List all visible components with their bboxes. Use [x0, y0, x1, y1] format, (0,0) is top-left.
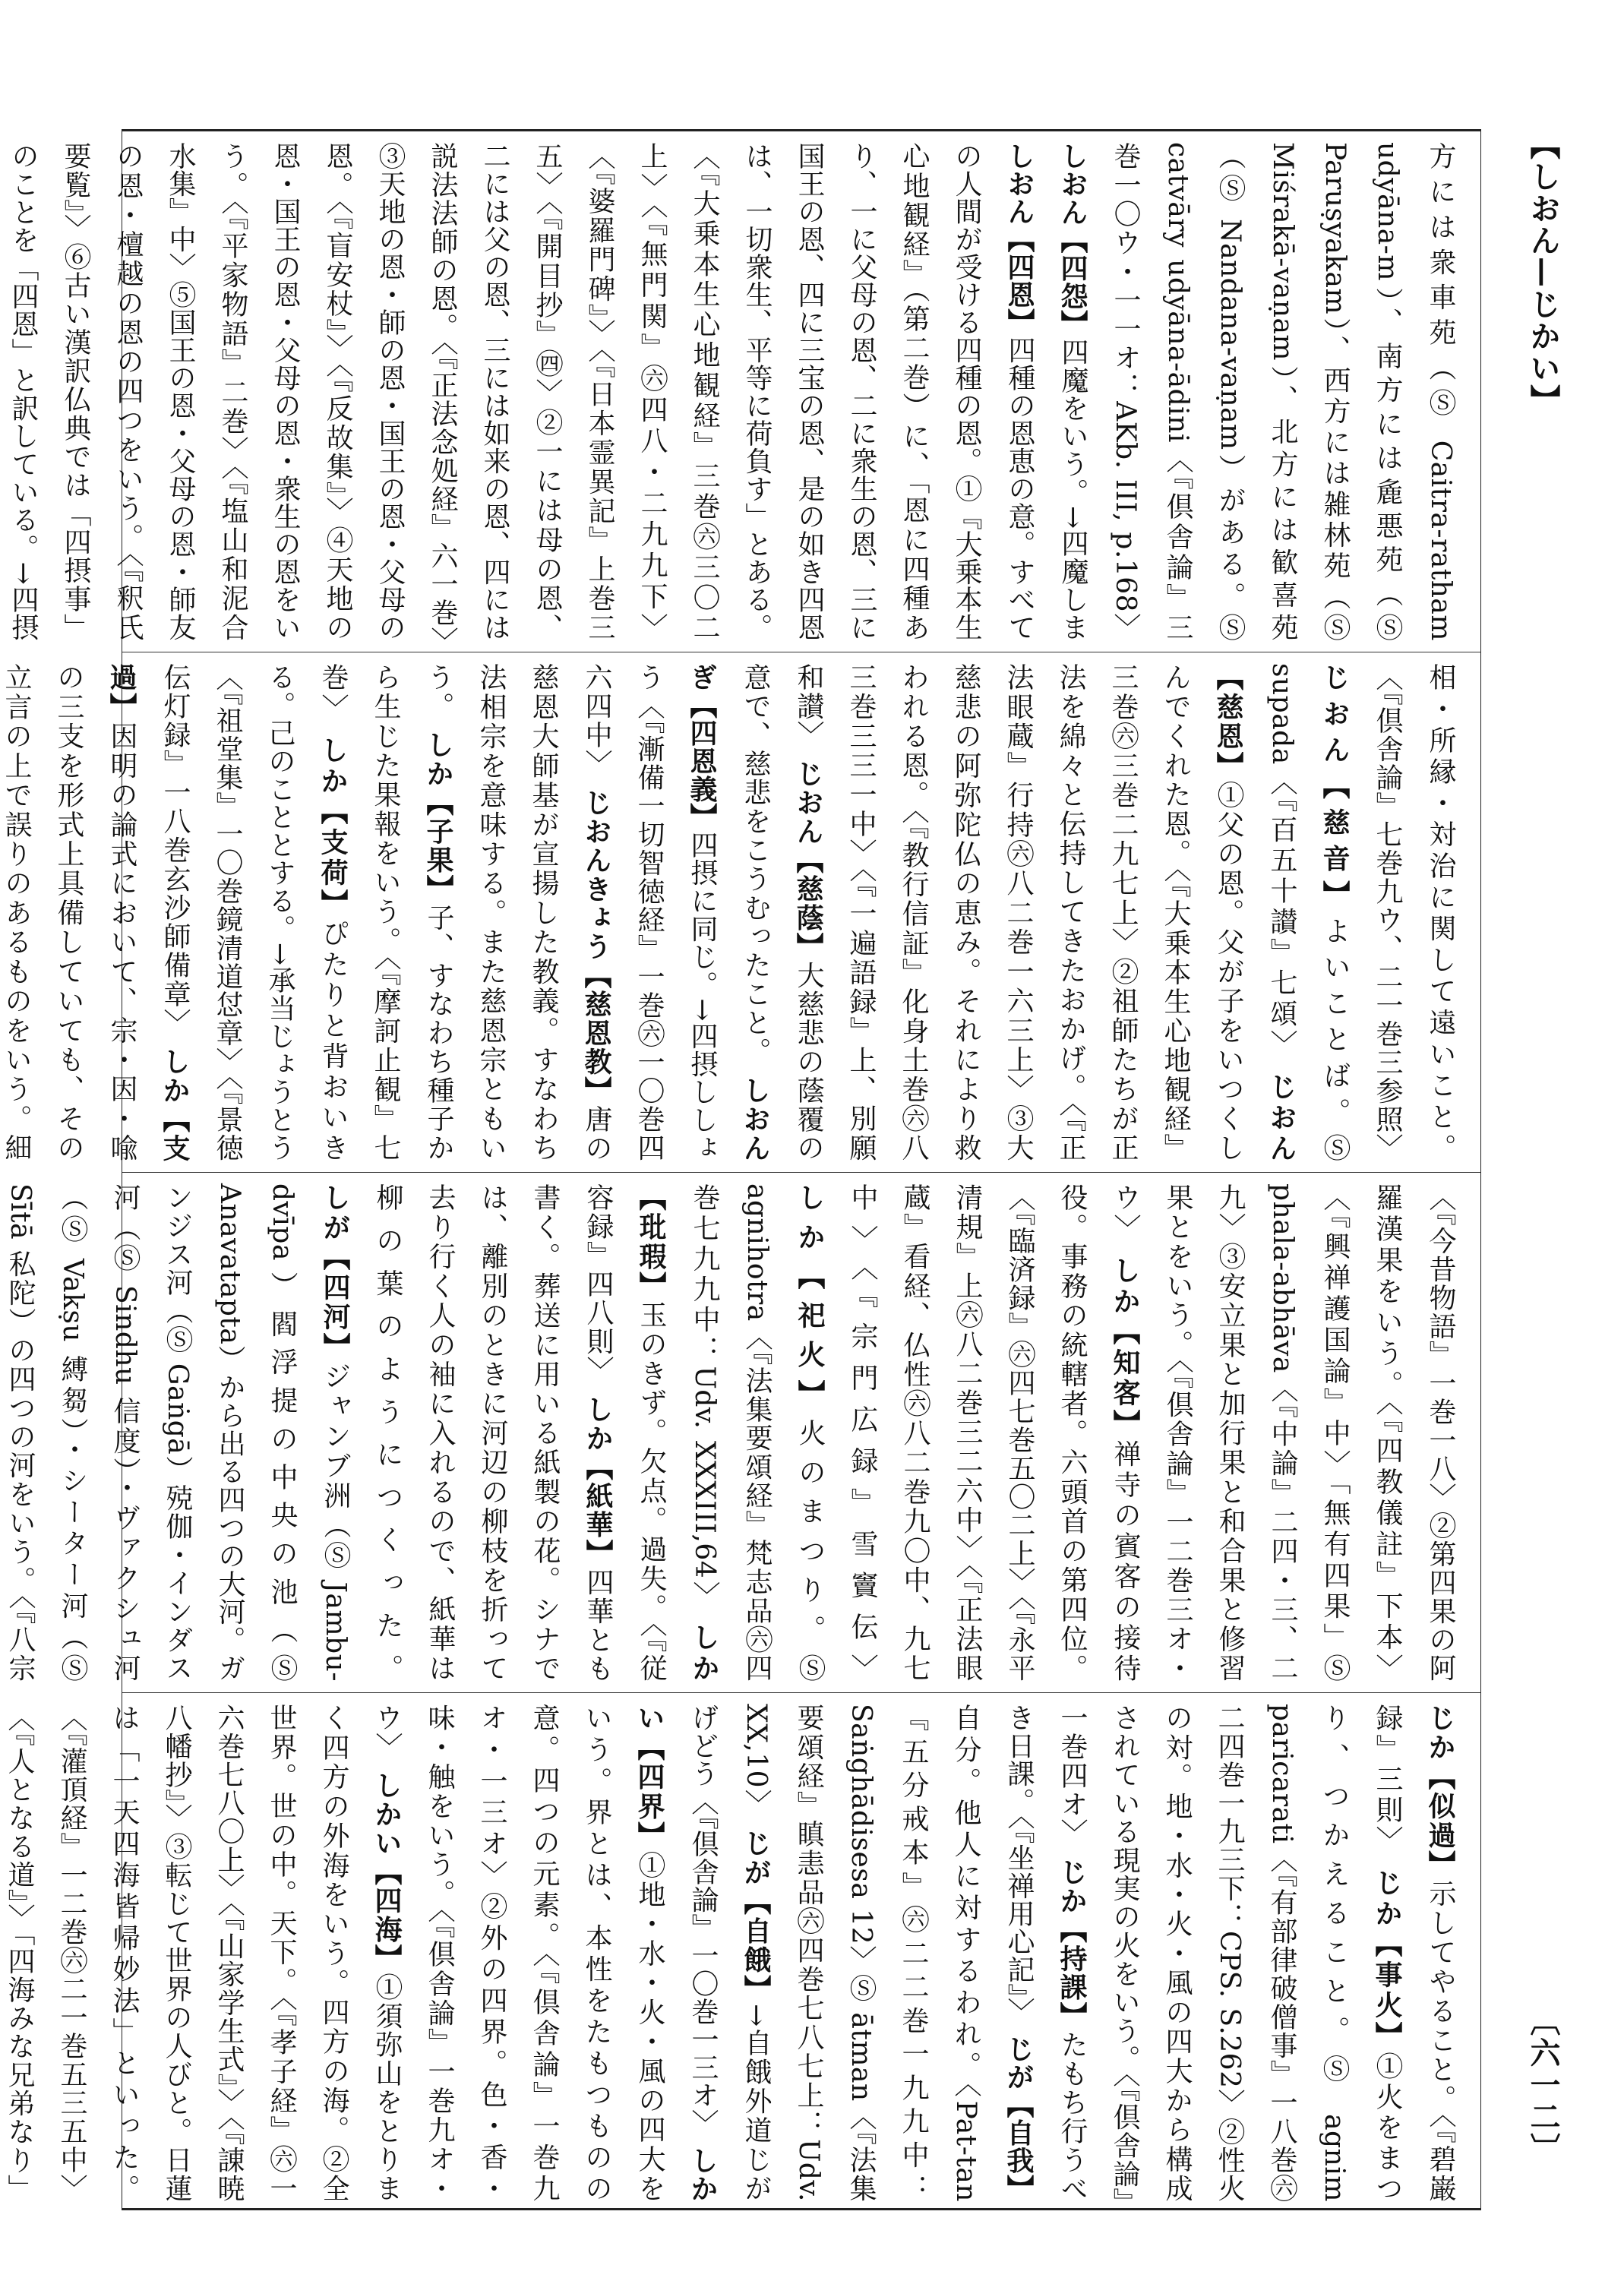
entry-shion-onryo	[1057, 142, 1088, 641]
tier-4-text	[4, 1704, 1467, 2203]
entry-definition: 火のまつり。Ⓢ agnihotra〈『法集要頌経』梵志品㊅四巻七九九中：Udv. XXXIII,64〉	[689, 1183, 826, 1682]
entry-headword: しおんぎ【四恩義】	[686, 663, 771, 1162]
entry-headword: じが【自餓】	[740, 1829, 772, 2004]
entry-headword: じおん【慈音】	[1319, 663, 1351, 917]
entry-definition: 四種の恩恵の意。すべての人間が受ける四種の恩。①『大乗本生心地観経』（第二巻）に、「恩に四種あり、一に父母の恩、二に衆生の恩、三に国王の恩、四に三宝の恩、是の如き四恩は、一切衆生、平等に荷負す」とある。〈『大乗本生心地観経』三巻㊅三〇二上〉〈『無門関』㊅四八・二九九下〉〈『婆羅門碑』〉〈『日本霊異記』上巻三五〉〈『開目抄』㊃〉②一には母の恩、二には父の恩、三には如来の恩、四には説法法師の恩。〈『正法念処経』六一巻〉③天地の恩・師の恩・国王の恩・父母の恩。〈『盲安杖』〉〈『反故集』〉④天地の恩・国王の恩・父母の恩・衆生の恩をいう。〈『平家物語』二巻〉〈『塩山和泥合水集』中〉⑤国王の恩・父母の恩・師友の恩・檀越の恩の四つをいう。〈『釈氏要覧』〉⑥古い漢訳仏典では「四摂事」のことを「四恩」と訳している。→四摂	[8, 142, 1035, 641]
running-head: 【しおん—じかい】	[1525, 129, 1561, 416]
entry-headword: しか【支過】	[106, 663, 191, 1162]
entry-headword: じおんきょう【慈恩教】	[580, 788, 612, 1105]
entry-shika-guest-master	[847, 1183, 1141, 1682]
entry-definition: 玉のきず。欠点。過失。〈『従容録』四八則〉	[583, 1183, 667, 1682]
entry-headword: じか【似過】	[1424, 1704, 1456, 1880]
dictionary-page-frame	[1, 129, 1481, 2210]
tier-2-text	[1, 663, 1467, 1162]
entry-continuation: 相・所縁・対治に関して遠いこと。〈『倶舎論』七巻九ウ、二一巻三参照〉	[1372, 663, 1456, 1161]
entry-shika-fire-worship	[689, 1183, 826, 1682]
entry-definition: 自分。他人に対するわれ。〈Pat-tan『五分戒本』㊅二二巻一九九中：Saṅghādisesa 12〉Ⓢ ātman〈『法集要頌経』瞋恚品㊅四巻七八七上：Udv. XX,10〉	[741, 1704, 981, 2202]
entry-jion-compassionate-favor	[793, 663, 1297, 1161]
entry-headword: しおん【四恩】	[1003, 142, 1035, 336]
entry-definition: →自餓外道じがげどう〈『倶舎論』一〇巻一三オ〉	[687, 1704, 772, 2203]
entry-headword: しか【祀火】	[794, 1183, 826, 1419]
entry-headword: しか【知客】	[1109, 1256, 1141, 1440]
entry-headword: じおん【慈恩】	[1212, 663, 1297, 1161]
entry-definition: ぴたりと背おいきる。己のこととする。→承当じょうとう〈『祖堂集』一〇巻鏡清道怤章〉〈『景徳伝灯録』一八巻玄沙師備章〉	[160, 663, 349, 1162]
page-number: 〔六一二〕	[1525, 2005, 1561, 2165]
entry-headword: しか【子果】	[422, 731, 454, 904]
entry-jiga-self	[741, 1704, 1035, 2202]
entry-definition: 四魔をいう。→四魔しま	[1057, 337, 1088, 641]
entry-continuation: 方には衆車苑（Ⓢ Caitra-ratham udyāna-m）、南方には麁悪苑（Ⓢ Paruṣyakam）、西方には雑林苑（Ⓢ Miśrakā-vaṇam）、北方には歓喜苑（Ⓢ Nandana-vaṇam）がある。Ⓢ catvāry udyāna-ādini〈『倶舎論』三巻一〇ウ・一一オ：AKb. III, p.168〉	[1110, 142, 1456, 641]
entry-headword: しが【四河】	[319, 1183, 351, 1363]
entry-definition: 示してやること。〈『碧巌録』三則〉	[1372, 1704, 1456, 2203]
entry-shikai-four-elements	[371, 1704, 719, 2202]
entry-headword: じおん【慈蔭】	[792, 760, 824, 962]
entry-headword: しかい【四海】	[371, 1771, 403, 1973]
entry-headword: じが【自我】	[1003, 2034, 1035, 2203]
tier-3-text	[5, 1183, 1467, 1682]
entry-definition: 四摂に同じ。→四摂ししょう〈『漸備一切智徳経』一巻㊅一〇巻四六四中〉	[581, 663, 718, 1162]
entry-headword: しおん【四怨】	[1057, 142, 1088, 338]
entry-definition: 禅寺の賓客の接待役。事務の統轄者。六頭首の第四位。〈『臨済録』㊅四七巻五〇二上〉〈『永平清規』上㊅八二巻三二六中〉〈『正法眼蔵』看経、仏性㊅八二巻九〇中、九七中〉〈『宗門広録』雪竇伝〉	[847, 1183, 1141, 1682]
entry-definition: よいことば。Ⓢ supada〈『百五十讃』七頌〉	[1266, 663, 1351, 1162]
entry-definition: 大慈悲の蔭覆の意で、慈悲をこうむったこと。	[740, 663, 824, 1162]
tier-3	[5, 1172, 1480, 1692]
tier-1	[8, 131, 1480, 652]
entry-shika-paper-flower	[372, 1183, 614, 1682]
entry-jika-fire-service	[1057, 1704, 1403, 2202]
entry-definition: 子、すなわち種子から生じた果報をいう。〈『摩訶止観』七巻〉	[318, 663, 454, 1162]
entry-continuation: 〈『今昔物語』一巻一八〉②第四果の阿羅漢果をいう。〈『四教儀註』下本〉〈『興禅護国論』中〉「無有四果」Ⓢ phala-abhāva〈『中論』二四・三、二九〉③安立果と加行果と和合果と修習果とをいう。〈『倶舎論』一二巻三オ・ウ〉	[1110, 1183, 1456, 1682]
entry-definition: ①須弥山をとりまく四方の外海をいう。四方の海。②全世界。世の中。天下。〈『孝子経』㊅一六巻七八〇上〉〈『山家学生式』〉〈『諌暁八幡抄』〉③転じて世界の人びと。日蓮は「一天四海皆帰妙法」といった。〈『灌頂経』一二巻㊅二一巻五三五中〉〈『人となる道』〉「四海みな兄弟なり」	[4, 1704, 403, 2203]
entry-definition: たもち行うべき日課。〈『坐禅用心記』〉	[1003, 1704, 1088, 2203]
tier-1-text	[8, 142, 1467, 641]
entry-definition: 唐の慈恩大師基が宣揚した教義。すなわち法相宗を意味する。また慈恩宗ともいう。	[423, 663, 612, 1162]
entry-definition: ①父の恩。父が子をいつくしんでくれた恩。〈『大乗本生心地観経』三巻㊅三巻二九七上〉②祖師たちが正法を綿々と伝持してきたおかげ。〈『正法眼蔵』行持㊅八二巻一六三上〉③大慈悲の阿弥陀仏の恵み。それにより救われる恩。〈『教行信証』化身土巻㊅八三巻三三一中〉〈『一遍語録』上、別願和讃〉	[793, 663, 1244, 1161]
entry-shikai-four-seas	[0, 1704, 403, 2202]
entry-headword: じか【事火】	[1371, 1868, 1403, 2052]
entry-definition: 因明の論式において、宗・因・喩の三支を形式上具備していても、その立言の上で誤りのあるものをいう。細	[1, 663, 137, 1161]
entry-definition: ①地・水・火・風の四大をいう。界とは、本性をたもつものの意。四つの元素。〈『倶舎論』一巻九オ・一三オ〉②外の四界。色・香・味・触をいう。〈『倶舎論』一巻九オ・ウ〉	[371, 1704, 665, 2202]
tier-4	[4, 1692, 1480, 2213]
entry-headword: しかい【四界】	[633, 1704, 719, 2203]
entry-headword: しか【支荷】	[317, 736, 349, 920]
entry-headword: じか【持課】	[1056, 1857, 1088, 2031]
entry-definition: ジャンブ洲（Ⓢ Jambu-dvīpa）閻浮提の中央の池（Ⓢ Anavatapta）から出る四つの大河。ガンジス河（Ⓢ Gaṅgā）殑伽・インダス河（Ⓢ Sindhu 信度）・ヴァクシュ河（Ⓢ Vakṣu 縛芻）・シーター河（Ⓢ Sītā 私陀）の四つの河をいう。〈『八宗	[5, 1183, 351, 1682]
entry-shiga-four-rivers	[0, 1183, 351, 1682]
entry-definition: ①火をまつり、つかえること。Ⓢ agnim paricarati〈『有部律破僧事』一八巻㊅二四巻一九三下：CPS. S.262〉②性火の対。地・水・火・風の四大から構成されている現実の火をいう。〈『倶舎論』一巻四オ〉	[1057, 1704, 1403, 2203]
entry-headword: しか【紙華】	[582, 1395, 614, 1568]
tier-2	[1, 652, 1480, 1172]
entry-definition: 四華とも書く。葬送に用いる紙製の花。シナでは、離別のときに河辺の柳枝を折って去り行く人の袖に入れるので、紙華は柳の葉のようにつくった。	[372, 1183, 614, 1682]
entry-headword: しか【玭瑕】	[635, 1183, 720, 1682]
entry-shion-four-favors	[0, 142, 1035, 641]
